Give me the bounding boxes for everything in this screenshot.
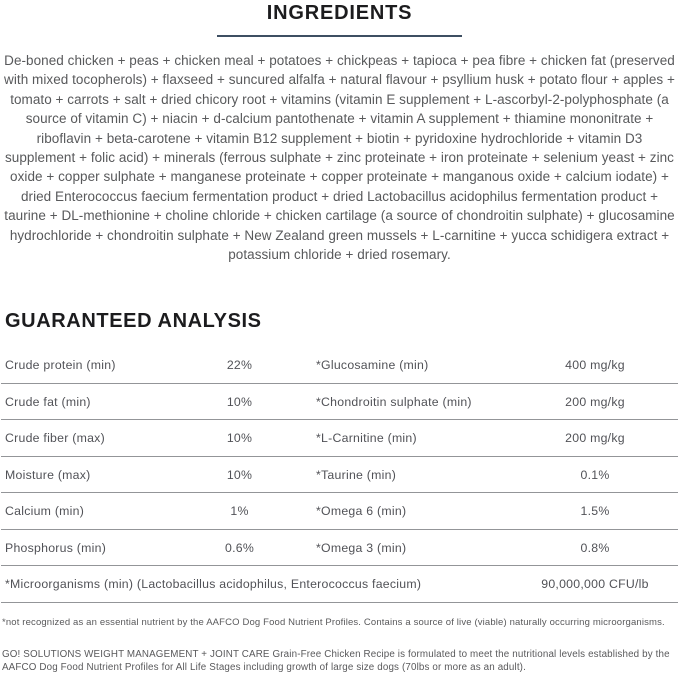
row-value: 1% xyxy=(230,504,249,519)
row-value: 90,000,000 CFU/lb xyxy=(541,577,649,592)
title-underline xyxy=(217,35,462,37)
analysis-row xyxy=(1,420,678,457)
row-label: Moisture (max) xyxy=(5,467,91,482)
row-value: 1.5% xyxy=(580,504,610,519)
row-value: 0.8% xyxy=(580,540,610,555)
row-label: Crude fat (min) xyxy=(5,394,91,409)
analysis-row xyxy=(1,384,678,421)
analysis-row xyxy=(1,347,678,384)
row-label: *L-Carnitine (min) xyxy=(316,431,417,446)
analysis-row xyxy=(1,530,678,567)
row-value: 200 mg/kg xyxy=(565,431,625,446)
microorganisms-row xyxy=(1,566,678,603)
guaranteed-analysis-table xyxy=(1,347,678,603)
row-label: *Omega 3 (min) xyxy=(316,540,407,555)
row-label: *Chondroitin sulphate (min) xyxy=(316,394,472,409)
row-label: *Omega 6 (min) xyxy=(316,504,407,519)
row-label: Phosphorus (min) xyxy=(5,540,107,555)
row-value: 10% xyxy=(226,394,253,409)
footnote-aafco: GO! SOLUTIONS WEIGHT MANAGEMENT + JOINT CARE Grain-Free Chicken Recipe is formulated to meet the nutritional levels established by the AAFCO Dog Food Nutrient Profiles for All Life Stages including growth of large size dogs (70lbs or more as an adult). xyxy=(2,648,670,673)
analysis-row xyxy=(1,457,678,494)
row-label: *Taurine (min) xyxy=(316,467,397,482)
ingredients-title: INGREDIENTS xyxy=(266,2,413,24)
row-value: 0.6% xyxy=(224,540,255,555)
ingredients-paragraph: De-boned chicken + peas + chicken meal + potatoes + chickpeas + tapioca + pea fibre + chicken fat (preserved with mixed tocopherols) + flaxseed + suncured alfalfa + natural flavour + psyllium husk + potato flour + apples + tomato + carrots + salt + dried chicory root + vitamins (vitamin E supplement + L-ascorbyl-2-polyphosphate (a source of vitamin C) + niacin + d-calcium pantothenate + vitamin A supplement + thiamine mononitrate + riboflavin + beta-carotene + vitamin B12 supplement + biotin + pyridoxine hydrochloride + vitamin D3 supplement + folic acid) + minerals (ferrous sulphate + zinc proteinate + iron proteinate + selenium yeast + zinc oxide + copper sulphate + manganese proteinate + copper proteinate + manganous oxide + calcium iodate) + dried Enterococcus faecium fermentation product + dried Lactobacillus acidophilus fermentation product + taurine + DL-methionine + choline chloride + chicken cartilage (a source of chondroitin sulphate) + glucosamine hydrochloride + chondroitin sulphate + New Zealand green mussels + L-carnitine + yucca schidigera extract + potassium chloride + dried rosemary. xyxy=(4,53,675,263)
row-label: Calcium (min) xyxy=(5,504,85,519)
row-value: 200 mg/kg xyxy=(565,394,625,409)
row-value: 0.1% xyxy=(580,467,610,482)
row-label: Crude protein (min) xyxy=(5,358,116,373)
row-value: 22% xyxy=(226,358,253,373)
row-label: *Glucosamine (min) xyxy=(316,358,429,373)
footnote-asterisk: *not recognized as an essential nutrient by the AAFCO Dog Food Nutrient Profiles. Contains a source of live (viable) naturally occurring microorganisms. xyxy=(2,616,665,628)
row-value: 10% xyxy=(226,467,253,482)
row-value: 400 mg/kg xyxy=(565,358,625,373)
row-label: Crude fiber (max) xyxy=(5,431,105,446)
row-label: *Microorganisms (min) (Lactobacillus acidophilus, Enterococcus faecium) xyxy=(5,577,422,592)
row-value: 10% xyxy=(226,431,253,446)
analysis-row xyxy=(1,493,678,530)
guaranteed-analysis-title: GUARANTEED ANALYSIS xyxy=(5,310,262,333)
